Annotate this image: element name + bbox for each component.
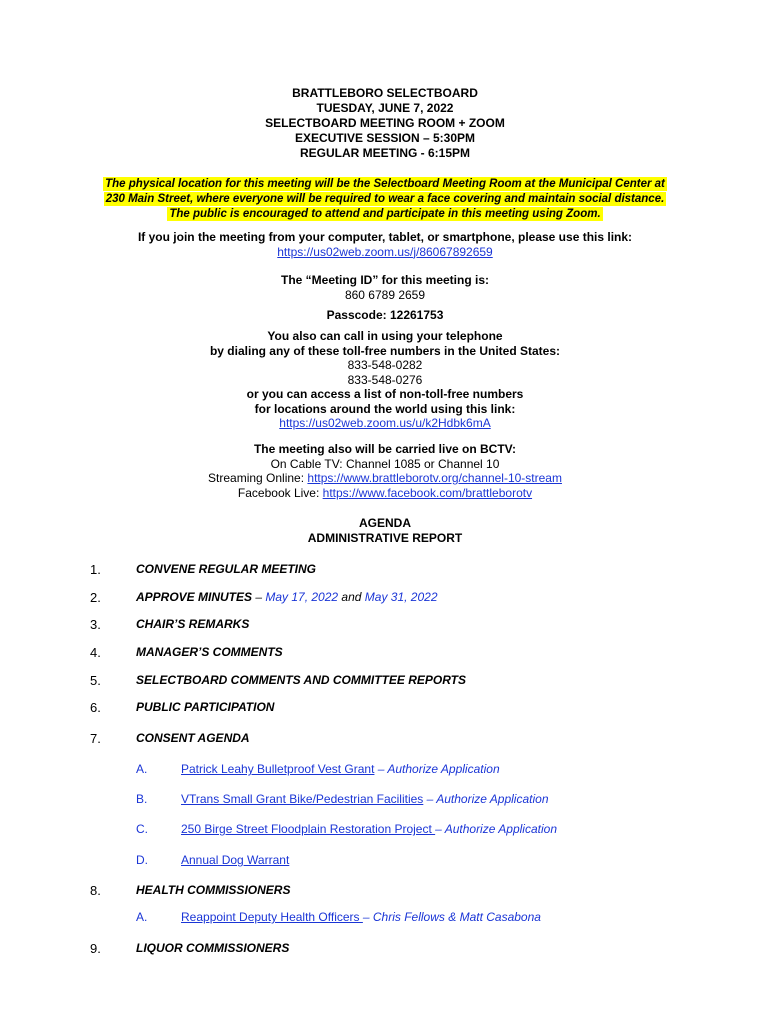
meeting-header (0, 86, 770, 161)
agenda-item-8 (0, 883, 770, 899)
agenda-item-number: 2. (90, 590, 101, 605)
physical-location-notice (0, 176, 770, 221)
facebook-label: Facebook Live: (237, 485, 323, 500)
bctv-facebook (0, 486, 770, 501)
agenda-item-number: 4. (90, 645, 101, 660)
minutes-dash: – (252, 590, 266, 604)
consent-item-a (0, 762, 770, 778)
sub-item-letter: B. (136, 792, 148, 806)
sub-item-letter: A. (136, 910, 148, 924)
consent-link-birge-street[interactable]: 250 Birge Street Floodplain Restoration Project (181, 822, 436, 836)
agenda-item-label: HEALTH COMMISSIONERS (136, 883, 291, 897)
bctv-section (0, 442, 770, 500)
agenda-item-number: 8. (90, 883, 101, 898)
minutes-link-may-17[interactable]: May 17, 2022 (265, 590, 339, 604)
phone-section (0, 329, 770, 431)
phone-number-1: 833-548-0282 (347, 358, 423, 372)
agenda-item-label: CONVENE REGULAR MEETING (136, 562, 317, 576)
zoom-intro: If you join the meeting from your computer, tablet, or smartphone, please use this link: (137, 230, 633, 244)
header-location: SELECTBOARD MEETING ROOM + ZOOM (265, 116, 505, 130)
health-item-a (0, 910, 770, 926)
approve-minutes-text: APPROVE MINUTES (136, 590, 253, 604)
agenda-item-2 (0, 590, 770, 606)
phone-line-2: by dialing any of these toll-free numbers in the United States: (209, 343, 561, 358)
sub-item-letter: C. (136, 822, 148, 836)
consent-item-d (0, 853, 770, 869)
bctv-cable: On Cable TV: Channel 1085 or Channel 10 (270, 456, 500, 471)
agenda-item-9 (0, 941, 770, 957)
consent-action: – Authorize Application (435, 822, 557, 836)
minutes-link-may-31[interactable]: May 31, 2022 (364, 590, 438, 604)
bctv-streaming (0, 471, 770, 486)
health-action: – Chris Fellows & Matt Casabona (362, 910, 541, 924)
agenda-item-5 (0, 673, 770, 689)
consent-item-c (0, 822, 770, 838)
sub-item-text (181, 822, 557, 836)
meeting-id-section (0, 273, 770, 302)
consent-link-vest-grant[interactable]: Patrick Leahy Bulletproof Vest Grant (181, 762, 375, 776)
agenda-item-label: CONSENT AGENDA (136, 731, 250, 745)
header-title: BRATTLEBORO SELECTBOARD (292, 86, 478, 100)
phone-line-3: or you can access a list of non-toll-free numbers (246, 387, 524, 401)
sub-item-letter: D. (136, 853, 148, 867)
zoom-join-section (0, 230, 770, 259)
meeting-id-label: The “Meeting ID” for this meeting is: (280, 273, 489, 287)
health-link-deputy-officers[interactable]: Reappoint Deputy Health Officers (181, 910, 363, 924)
agenda-item-label: PUBLIC PARTICIPATION (136, 700, 275, 714)
agenda-item-label (136, 590, 438, 604)
minutes-and: and (338, 590, 365, 604)
agenda-item-number: 1. (90, 562, 101, 577)
agenda-item-1 (0, 562, 770, 578)
consent-action: – Authorize Application (374, 762, 500, 776)
bctv-heading: The meeting also will be carried live on BCTV: (253, 442, 517, 456)
agenda-item-number: 6. (90, 700, 101, 715)
phone-line-4: for locations around the world using this link: (254, 401, 516, 416)
header-executive-session: EXECUTIVE SESSION – 5:30PM (294, 131, 476, 145)
consent-item-b (0, 792, 770, 808)
sub-item-text (181, 910, 541, 924)
agenda-subtitle: ADMINISTRATIVE REPORT (307, 530, 463, 545)
header-regular-meeting: REGULAR MEETING - 6:15PM (299, 146, 470, 160)
passcode-section (0, 308, 770, 323)
consent-link-dog-warrant[interactable]: Annual Dog Warrant (181, 853, 290, 867)
zoom-meeting-link[interactable]: https://us02web.zoom.us/j/86067892659 (277, 244, 493, 259)
sub-item-text (181, 853, 289, 867)
agenda-item-number: 9. (90, 941, 101, 956)
agenda-item-3 (0, 617, 770, 633)
phone-number-2: 833-548-0276 (347, 372, 423, 387)
consent-link-vtrans[interactable]: VTrans Small Grant Bike/Pedestrian Facilities (181, 792, 424, 806)
sub-item-text (181, 762, 500, 776)
facebook-link[interactable]: https://www.facebook.com/brattleborotv (322, 485, 533, 500)
agenda-heading (0, 516, 770, 545)
agenda-item-number: 7. (90, 731, 101, 746)
sub-item-letter: A. (136, 762, 148, 776)
agenda-item-label: LIQUOR COMMISSIONERS (136, 941, 290, 955)
notice-line-1: The physical location for this meeting will be the Selectboard Meeting Room at the Municipal Center at (105, 178, 665, 190)
meeting-id-value: 860 6789 2659 (344, 287, 426, 302)
agenda-item-label: CHAIR’S REMARKS (136, 617, 250, 631)
notice-line-3: The public is encouraged to attend and participate in this meeting using Zoom. (169, 208, 601, 220)
agenda-item-number: 3. (90, 617, 101, 632)
phone-numbers-link[interactable]: https://us02web.zoom.us/u/k2Hdbk6mA (279, 416, 491, 430)
header-date: TUESDAY, JUNE 7, 2022 (316, 101, 454, 115)
agenda-item-label: SELECTBOARD COMMENTS AND COMMITTEE REPORTS (136, 673, 467, 687)
notice-line-2: 230 Main Street, where everyone will be required to wear a face covering and maintain social distance. (105, 193, 665, 205)
agenda-title: AGENDA (358, 516, 411, 530)
passcode: Passcode: 12261753 (326, 308, 444, 322)
agenda-item-6 (0, 700, 770, 716)
sub-item-text (181, 792, 549, 806)
consent-action: – Authorize Application (423, 792, 549, 806)
phone-line-1: You also can call in using your telephone (267, 329, 503, 343)
agenda-item-number: 5. (90, 673, 101, 688)
agenda-item-4 (0, 645, 770, 661)
agenda-item-label: MANAGER’S COMMENTS (136, 645, 283, 659)
agenda-item-7 (0, 731, 770, 747)
streaming-label: Streaming Online: (208, 471, 308, 485)
streaming-link[interactable]: https://www.brattleborotv.org/channel-10-stream (307, 471, 562, 485)
